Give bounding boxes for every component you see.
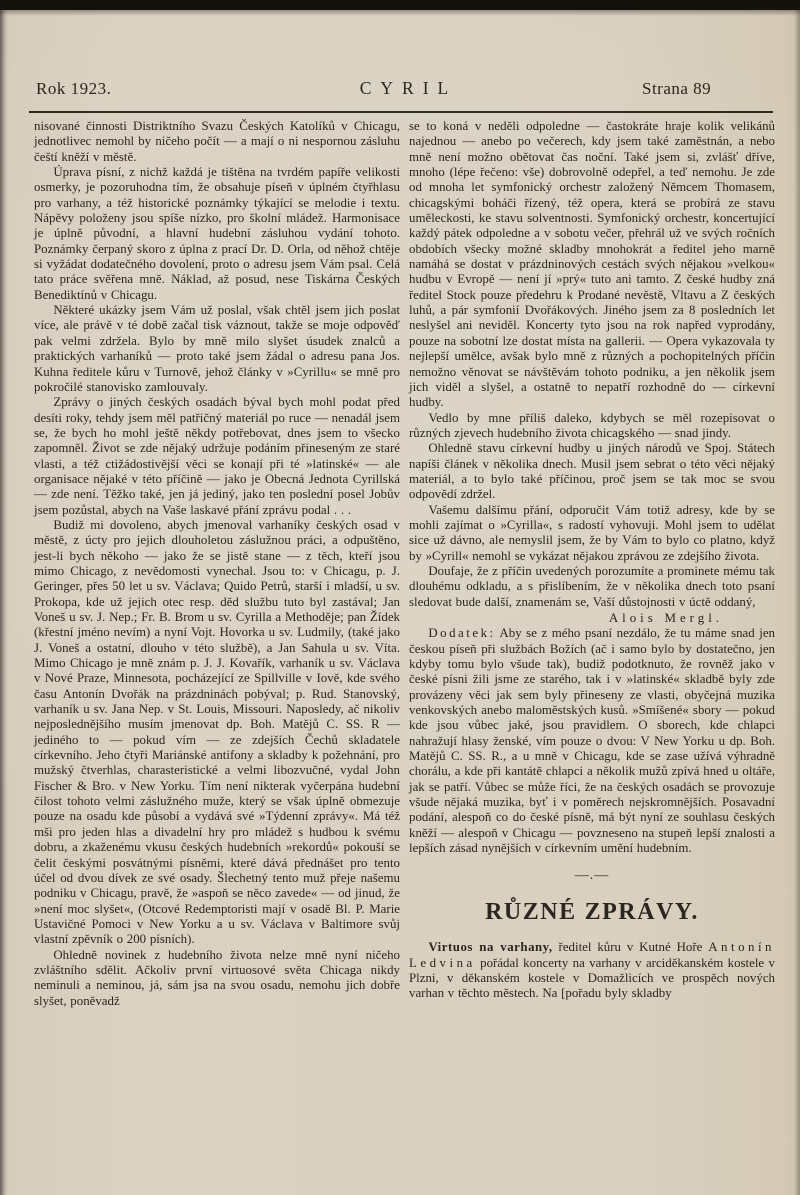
paragraph: Úprava písní, z nichž každá je tištěna na tvrdém papíře velikosti osmerky, je pozoruhodna tím, že obsahuje píseň v úplném čtyřhlasu pro varhany, a též historické poznámky týkající se melodie i textu. Nápěvy položeny jsou spíše nízko, pro školní mládež. Harmonisace je úplně původní, a hlavní hudební zásluhou vydání tohoto. Poznámky čerpaný skoro z úplna z prací Dr. D. Orla, od něhož chtěje si vyžádat dodatečného dovolení, proto o adresu jsem Vám psal. Celá tato práce svěřena mně. Náklad, až posud, nese Tiskárna Českých Benediktínů v Chicagu. bbox=[34, 165, 400, 302]
postscript-paragraph bbox=[409, 626, 775, 856]
news-paragraph bbox=[409, 940, 775, 1001]
header-rule bbox=[29, 111, 773, 113]
scan-edge-right bbox=[794, 0, 800, 1195]
signature: Alois Mergl. bbox=[608, 611, 723, 625]
news-text-2: pořádal koncerty na varhany v arciděkanském kostele v Plzni, v děkanském kostele v Domažlicích ve prospěch nových varhan v těchto městech. Na [pořadu byly skladby bbox=[409, 955, 775, 1001]
year-label: Rok 1923. bbox=[36, 79, 112, 98]
page-header bbox=[36, 78, 772, 99]
postscript-label: Dodatek: bbox=[428, 626, 496, 641]
section-heading: RŮZNÉ ZPRÁVY. bbox=[485, 898, 699, 925]
news-text-1: ředitel kůru v Kutné Hoře bbox=[552, 940, 709, 955]
paragraph: Vedlo by mne příliš daleko, kdybych se měl rozepisovat o různých zjevech hudebního života chicagského — snad jindy. bbox=[409, 410, 775, 440]
paragraph: Ohledně novinek z hudebního života nelze mně nyní ničeho zvláštního sdělit. Ačkoliv první virtuosové světa Chicaga nikdy neminuli a neminou, já, sám jsa na svou osadu, nemohu jich dobře slyšet, poněvadž bbox=[34, 947, 400, 1008]
paragraph: Některé ukázky jsem Vám už poslal, však chtěl jsem jich poslat více, ale právě v té době začal tisk váznout, takže se moje odpověď pak velmi zdržela. Bylo by mně milo slyšet úsudek znalců a praktických varhaníků — proto také jsem žádal o adresu pana Jos. Kuhna ředitele kůru v Turnově, jehož články v »Cyrillu« se mně pro pokročilé stanovisko zamlouvaly. bbox=[34, 303, 400, 394]
right-column bbox=[409, 119, 775, 1009]
page-body bbox=[34, 119, 774, 1009]
paragraph: Vašemu dalšímu přání, odporučit Vám totiž adresy, kde by se mohli zajímat o »Cyrilla«, s radostí vyhovuji. Mohl jsem to udělat sice už dávno, ale nemyslil jsem, že by Vám to bylo co platno, když by »Cyrill« nemohl se vykázat nějakou zprávou ze zdejšího života. bbox=[409, 502, 775, 563]
scan-edge-left bbox=[0, 0, 7, 1195]
journal-title: CYRIL bbox=[359, 78, 458, 98]
page-number: Strana 89 bbox=[642, 79, 712, 98]
paragraph: Ohledně stavu církevní hudby u jiných národů ve Spoj. Státech napíši článek v několika dnech. Musil jsem sebrat o této věci nějaký materiál, a to bylo také příčinou, proč jsem se tak moc se svou odpovědí zdržel. bbox=[409, 441, 775, 502]
paragraph: Doufaje, že z příčin uvedených porozumíte a prominete mému tak dlouhému odkladu, a s přislíbením, že v několika dnech toto psaní sledovat bude další, znamenám se, Vaší důstojnosti v úctě oddaný, bbox=[409, 563, 775, 609]
news-person-name: Antonín Ledvina bbox=[409, 940, 775, 970]
section-divider: —.— bbox=[574, 867, 610, 883]
postscript-text: Aby se z mého psaní nezdálo, že tu máme snad jen českou píseň při službách Božích (ač i samo bylo by dostatečno, jen kdyby tomu bylo všude tak), budiž podotknuto, že rovněž jako v české písni žili jsme ze starého, tak i v »latinské« skladbě byly zde provázeny věci jak sem byly přineseny ze vlasti, obyčejná muzika venkovských anebo maloměstských kusů. »Smíšené« sbory — pokud kde jsou vůbec jaké, jsou pravidlem. O sborech, kde chlapci nahražují hlasy ženské, vím pouze o dvou: V New Yorku u dp. Boh. Matějů C. SS. R., a u mně v Chicagu, kde se zase užívá výhradně chorálu, a kde při kantátě chlapci a několik mužů zpívá hned u oltáře, jak se patří. Vůbec se může říci, že na českých osadách se provozuje všude nějaká muzika, byť i v poměrech nejskromnějších. Posavadní podání, alespoň co do české písně, má být nyní ze souhlasu českých kněží — alespoň v Chicagu — povzneseno na stupeň lepší znalosti a lepších zásad nynějších v církevním umění hudebním. bbox=[409, 626, 775, 856]
news-lead: Virtuos na varhany, bbox=[428, 940, 553, 955]
paragraph: Zprávy o jiných českých osadách býval bych mohl podat před desíti roky, tehdy jsem měl patřičný materiál po ruce — nenadál jsem se, že bych ho mohl ještě někdy potřebovat, dnes jsem to všecko zapomněl. Život se zde nějaký udržuje podáním přineseným ze staré vlasti, a též ctižádostivější věci se konají při té »latinské« — ale organisace nějaké v této příčině — jako je Obecná Jednota Cyrillská — zde není. Těžko také, jen já jediný, jako ten poslední posel Jobův jsem pozůstal, abych na Vaše laskavé přání zprávu podal . . . bbox=[34, 395, 400, 517]
left-column bbox=[34, 119, 400, 1009]
paragraph: nisované činnosti Distriktního Svazu Českých Katolíků v Chicagu, jednotlivec nemohl by ničeho počít — a mají o ni nespornou zásluhu čeští kněží v městě. bbox=[34, 119, 400, 164]
paragraph: se to koná v neděli odpoledne — častokráte hraje kolik velikánů najednou — anebo po večerech, kdy jsem také zaměstnán, a nebo mně není možno obětovat čas noční. Také jsem si, zvlášť dříve, mnoho (lépe řečeno: vše) dobrovolně odepřel, a teď nemohu. Je zde od mnoha let symfonický orchestr založený Němcem Thomasem, chicagskými boháči řízený, též opera, která se probírá ze stavu uměleckosti, ke stavu solventnosti. Symfonický orchestr, koncertující každý pátek odpoledne a v sobotu večer, přehrál už ve svých ročních obdobích všecky možné skladby mnohokrát a ředitel jeho marně namáhá se dostat v prázdninových cestách svých nějakou »velkou« hudbu v Evropě — není jí »prý« tuto ani tamto. Z české hudby zná ředitel Stock pouze předehru k Prodané nevěstě, Vltavu a Z českých luhů, a pár symfonií Dvořákových. Jiného jsem za 8 posledních let neslyšel ani neviděl. Koncerty tyto jsou na rok napřed vyprodány, pouze na sobotní lze dostat místa na gallerii. — Opera vykazovala ty nejlepší umělce, avšak bylo mně z různých a pochopitelných příčin nemožno věnovat se návštěvám tohoto podniku, a jen několik jsem jich viděl a slyšel, a ostatně to nepatří rozhodně do — církevní hudby. bbox=[409, 119, 775, 410]
scan-edge-top bbox=[0, 0, 800, 10]
paragraph: Budiž mi dovoleno, abych jmenoval varhaníky českých osad v městě, z úcty pro jejich dlouholetou záslužnou práci, a odpuštěno, jest-li bych někoho — jako že se jistě stane — z těch, kteří jsou mimo Chicago, z nevědomosti vynechal. Jsou to: v Chicagu, p. J. Geringer, přes 50 let u sv. Václava; Quido Petrů, starší i mladší, u sv. Prokopa, kde už jejich otec resp. děd službu tuto byl zastával; Jan Voneš u sv. J. Nep.; Fr. B. Brom u sv. Cyrilla a Methoděje; pan Žídek (křestní jméno nevím) a nyní Vojt. Hovorka u sv. Ludmily, (také jako J. Voneš a ostatní, dlouho v této službě), a Jan Sahula u sv. Víta. Mimo Chicago je mně znám p. J. J. Kovařík, varhaník u sv. Václava v Nové Praze, Minnesota, pocházející ze Spillville v Iově, kde svého času Antonín Dvořák na prázdninách pobýval; p. Rud. Stanovský, varhaník u sv. Jana Nep. v St. Louis, Missouri. Naposledy, ač nikoliv nejposlednějšího musím jmenovat dp. Boh. Matějů C. SS. R — jediného to — pokud vím — ze zdejších Čechů skladatele církevního. Jeho čtyři Mariánské antifony a skladby k požehnání, pro mužský čtverhlas, charasteristické a velmi libozvučné, vydal John Fischer & Bro. v New Yorku. Tím není nikterak vyčerpána hudební čilost tohoto velmi záslužného muže, který se však úplně obmezuje pouze na osadu kde působí a vydává své »Týdenní zprávy«. Má též mši pro jeden hlas a divadelní hry pro mládež s hudbou k svému dobru, a zkaženému vkusu českých hudebních »rekordů« pokouší se čelit českými posvátnými písněmi, které dává přednášet pro tento účel od dvou dívek ze své osady. Šlechetný tento muž přeje našemu podniku v Chicagu, pravě, že »aspoň se něco zavede« — od jinud, že »není moc slyšet«, (Otcové Redemptoristi mají v osadě Bl. P. Marie Ustavičné Pomoci v New Yorku a u sv. Václava v Baltimore svůj vlastní zpěvník o 200 písních). bbox=[34, 517, 400, 947]
